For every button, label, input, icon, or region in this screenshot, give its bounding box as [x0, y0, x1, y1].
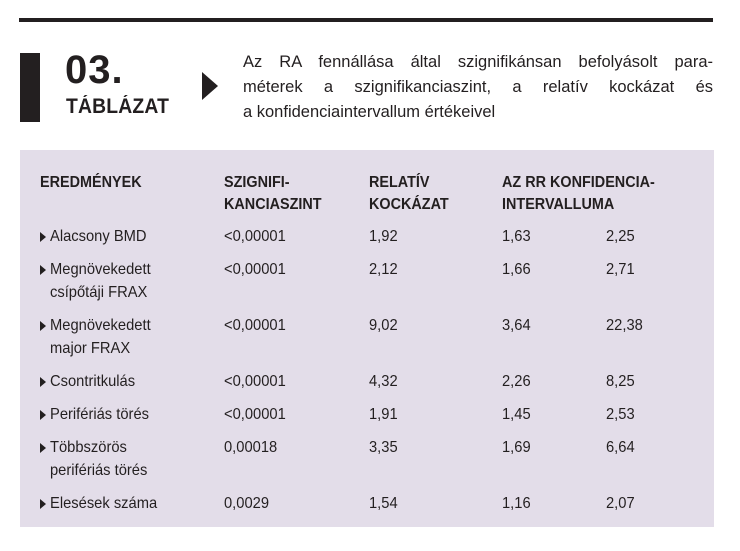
- table-label: TÁBLÁZAT: [66, 95, 170, 118]
- header-relative-risk-line1: RELATÍV: [369, 174, 430, 191]
- bullet-triangle-icon: [40, 265, 46, 275]
- row-name-line2: major FRAX: [50, 340, 131, 357]
- row-name: Elesések száma: [50, 495, 158, 512]
- row-name: Megnövekedett: [50, 261, 151, 278]
- relative-risk-value: 2,12: [369, 261, 398, 278]
- bullet-triangle-icon: [40, 499, 46, 509]
- relative-risk-value: 3,35: [369, 439, 398, 456]
- ci-upper-value: 2,25: [606, 228, 635, 245]
- side-bar-accent: [20, 53, 40, 122]
- ci-upper-value: 2,07: [606, 495, 635, 512]
- bullet-triangle-icon: [40, 377, 46, 387]
- significance-value: <0,00001: [224, 228, 286, 245]
- bullet-triangle-icon: [40, 321, 46, 331]
- relative-risk-value: 1,54: [369, 495, 398, 512]
- significance-value: 0,00018: [224, 439, 278, 456]
- relative-risk-value: 1,91: [369, 406, 398, 423]
- row-name-line2: perifériás törés: [50, 462, 148, 479]
- ci-lower-value: 1,66: [502, 261, 531, 278]
- header-significance-line1: SZIGNIFI-: [224, 174, 290, 191]
- ci-lower-value: 3,64: [502, 317, 531, 334]
- header-ci-line1: AZ RR KONFIDENCIA-: [502, 174, 655, 191]
- header-significance-line2: KANCIASZINT: [224, 196, 322, 213]
- ci-lower-value: 1,69: [502, 439, 531, 456]
- significance-value: <0,00001: [224, 317, 286, 334]
- row-name: Alacsony BMD: [50, 228, 147, 245]
- header-relative-risk-line2: KOCKÁZAT: [369, 196, 449, 213]
- ci-lower-value: 2,26: [502, 373, 531, 390]
- header-significance: [224, 172, 322, 216]
- ci-upper-value: 2,71: [606, 261, 635, 278]
- bullet-triangle-icon: [40, 443, 46, 453]
- relative-risk-value: 4,32: [369, 373, 398, 390]
- caption-line: Az RA fennállása által szignifikánsan befolyásolt para-: [243, 53, 713, 71]
- row-name: Megnövekedett: [50, 317, 151, 334]
- significance-value: <0,00001: [224, 406, 286, 423]
- ci-upper-value: 8,25: [606, 373, 635, 390]
- caption-line: a konfidenciaintervallum értékeivel: [243, 103, 496, 121]
- header-results: EREDMÉNYEK: [40, 174, 142, 191]
- header-relative-risk: [369, 172, 449, 216]
- ci-upper-value: 2,53: [606, 406, 635, 423]
- relative-risk-value: 9,02: [369, 317, 398, 334]
- caption-line: méterek a szignifikanciaszint, a relatív kockázat és: [243, 78, 713, 96]
- row-name: Csontritkulás: [50, 373, 136, 390]
- header-ci-line2: INTERVALLUMA: [502, 196, 615, 213]
- ci-upper-value: 6,64: [606, 439, 635, 456]
- table-caption: [243, 50, 713, 125]
- ci-lower-value: 1,63: [502, 228, 531, 245]
- bullet-triangle-icon: [40, 410, 46, 420]
- significance-value: 0,0029: [224, 495, 270, 512]
- ci-lower-value: 1,16: [502, 495, 531, 512]
- ci-upper-value: 22,38: [606, 317, 643, 334]
- row-name: Többszörös: [50, 439, 127, 456]
- top-rule: [19, 18, 713, 22]
- table-number: 03.: [65, 48, 124, 92]
- significance-value: <0,00001: [224, 373, 286, 390]
- row-name: Perifériás törés: [50, 406, 149, 423]
- relative-risk-value: 1,92: [369, 228, 398, 245]
- arrow-right-icon: [202, 72, 218, 100]
- row-name-line2: csípőtáji FRAX: [50, 284, 148, 301]
- ci-lower-value: 1,45: [502, 406, 531, 423]
- significance-value: <0,00001: [224, 261, 286, 278]
- bullet-triangle-icon: [40, 232, 46, 242]
- header-confidence-interval: [502, 172, 655, 216]
